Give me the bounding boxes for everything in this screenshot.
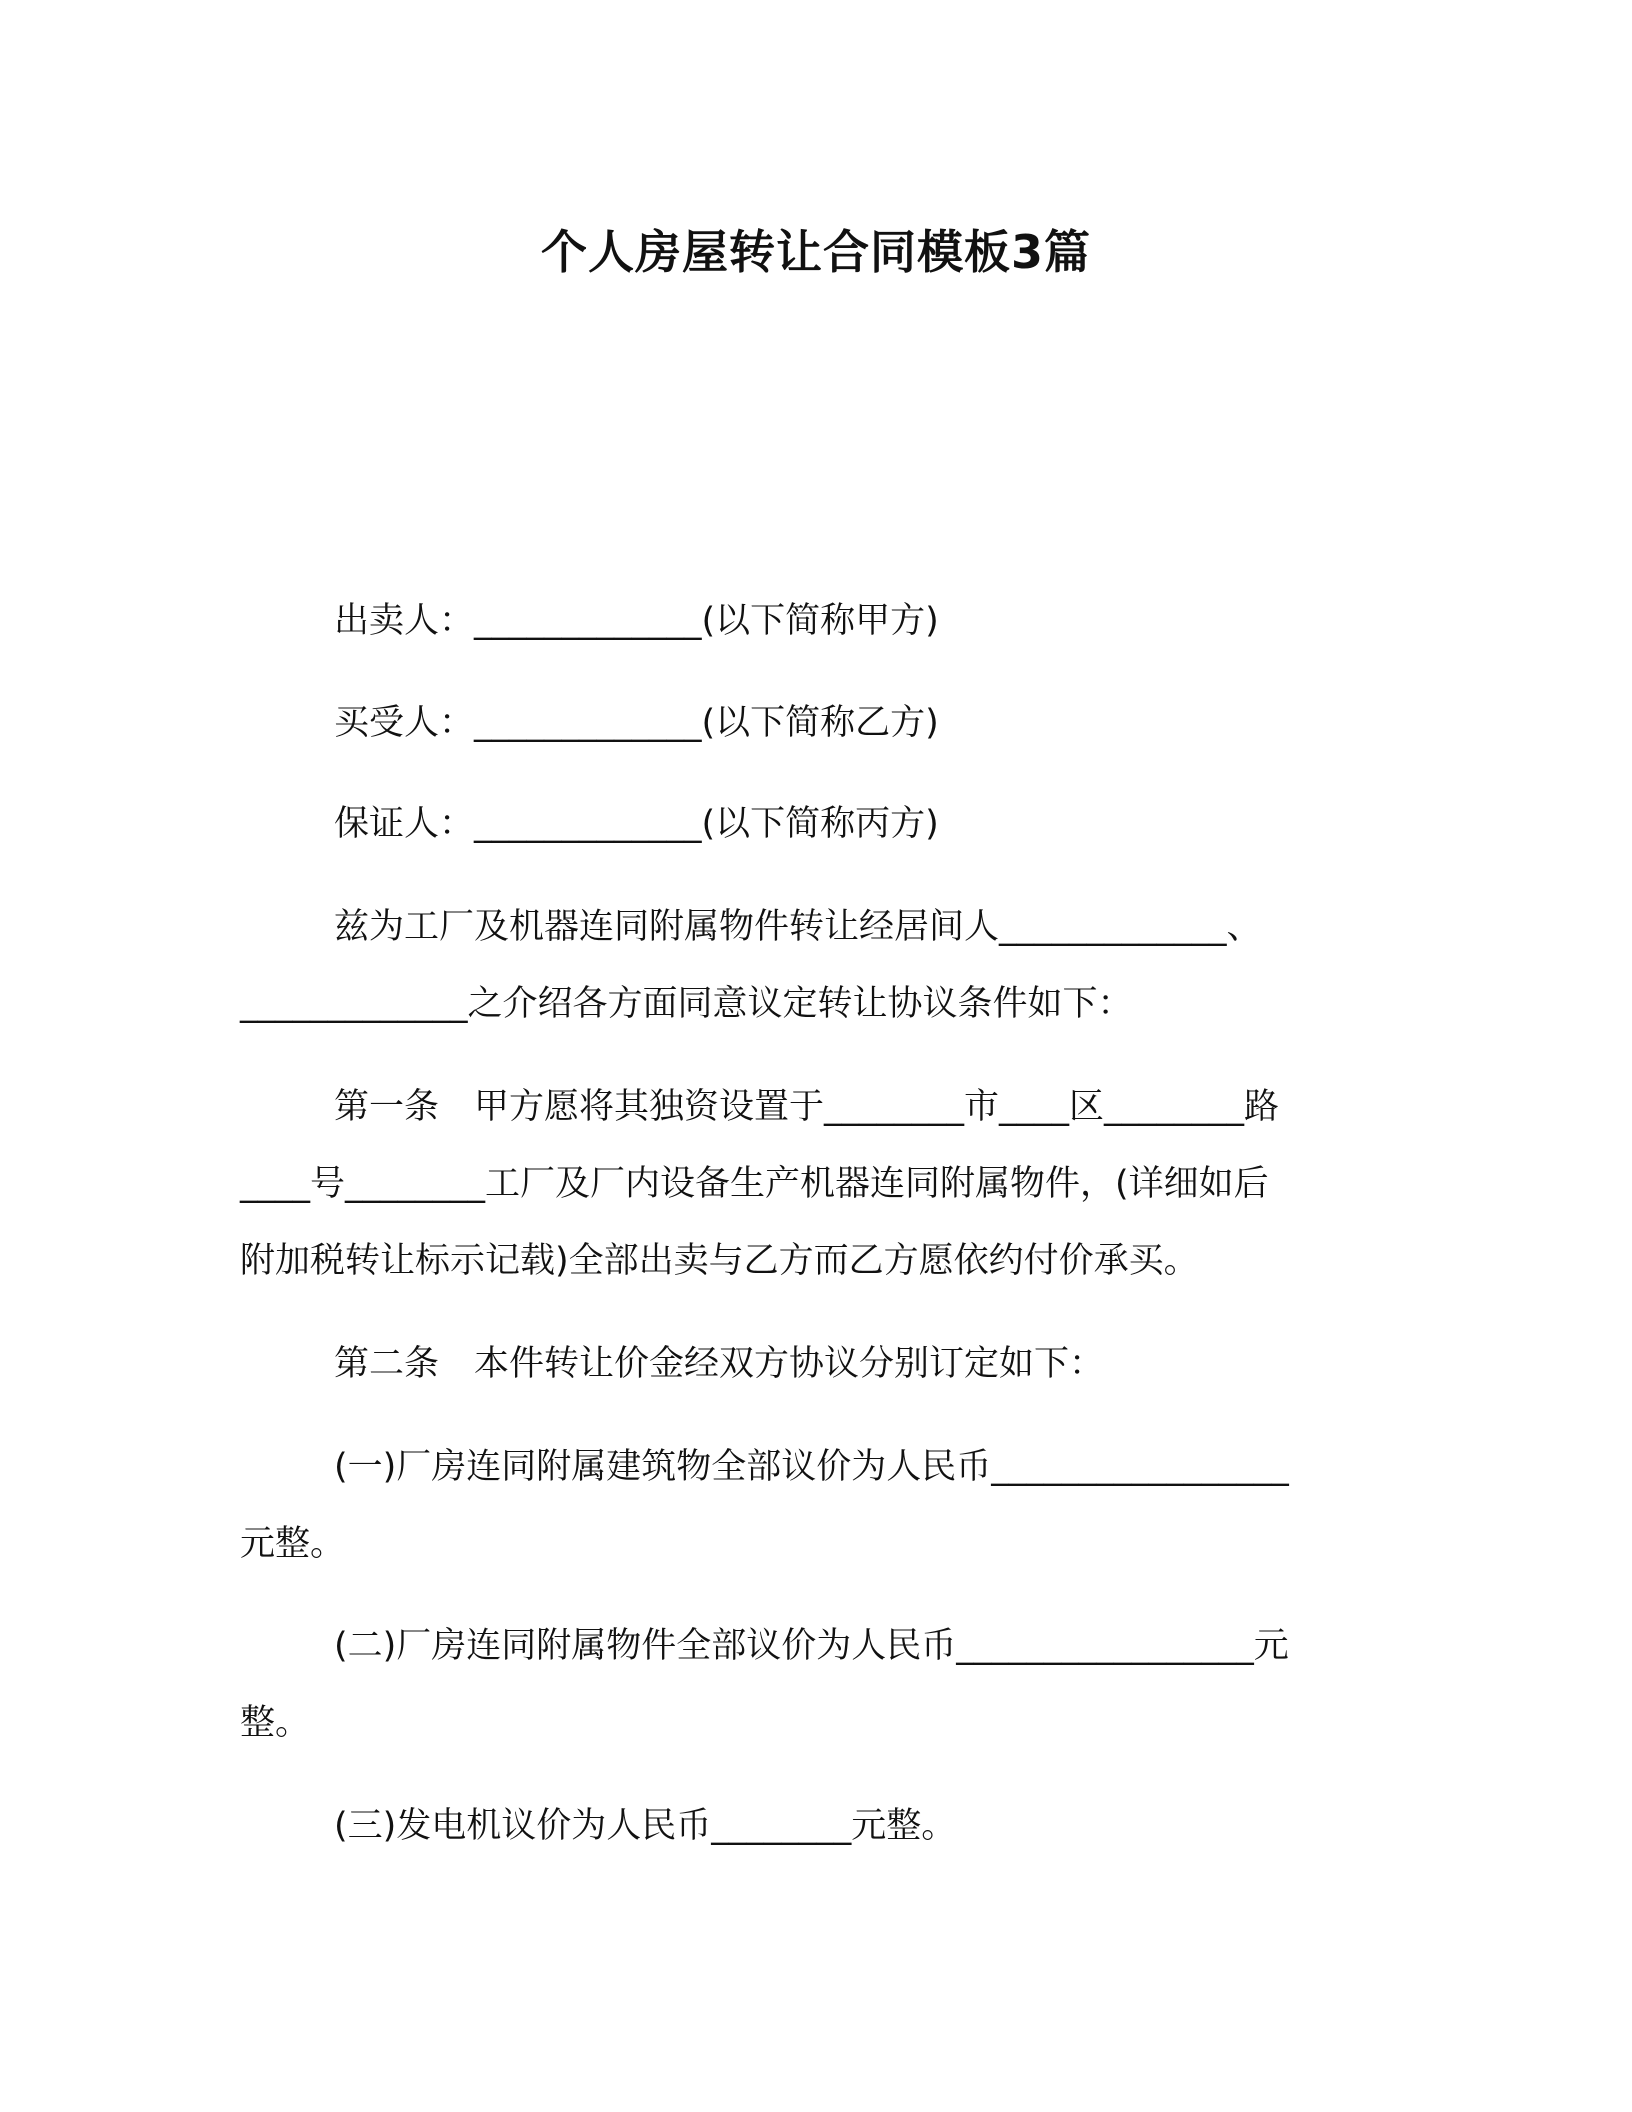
- preamble-line-2: _____________之介绍各方面同意议定转让协议条件如下：: [240, 984, 1133, 1024]
- seller-line: 出卖人：_____________(以下简称甲方): [334, 601, 939, 641]
- price-item-2-line-1: (二)厂房连同附属物件全部议价为人民币_________________元: [334, 1626, 1289, 1666]
- article-1-line-1: 第一条 甲方愿将其独资设置于________市____区________路: [334, 1087, 1280, 1127]
- preamble-line-1: 兹为工厂及机器连同附属物件转让经居间人_____________、: [334, 907, 1262, 947]
- buyer-line: 买受人：_____________(以下简称乙方): [334, 703, 939, 743]
- price-item-1-line-1: (一)厂房连同附属建筑物全部议价为人民币_________________: [334, 1447, 1289, 1487]
- article-2-line: 第二条 本件转让价金经双方协议分别订定如下：: [334, 1344, 1105, 1384]
- price-item-2-line-2: 整。: [240, 1703, 311, 1743]
- article-1-line-2: ____号________工厂及厂内设备生产机器连同附属物件，(详细如后: [240, 1164, 1269, 1204]
- price-item-1-line-2: 元整。: [240, 1524, 346, 1564]
- document-title: 个人房屋转让合同模板3篇: [540, 225, 1091, 279]
- price-item-3-line: (三)发电机议价为人民币________元整。: [334, 1806, 957, 1846]
- guarantor-line: 保证人：_____________(以下简称丙方): [334, 804, 939, 844]
- article-1-line-3: 附加税转让标示记载)全部出卖与乙方而乙方愿依约付价承买。: [240, 1241, 1199, 1281]
